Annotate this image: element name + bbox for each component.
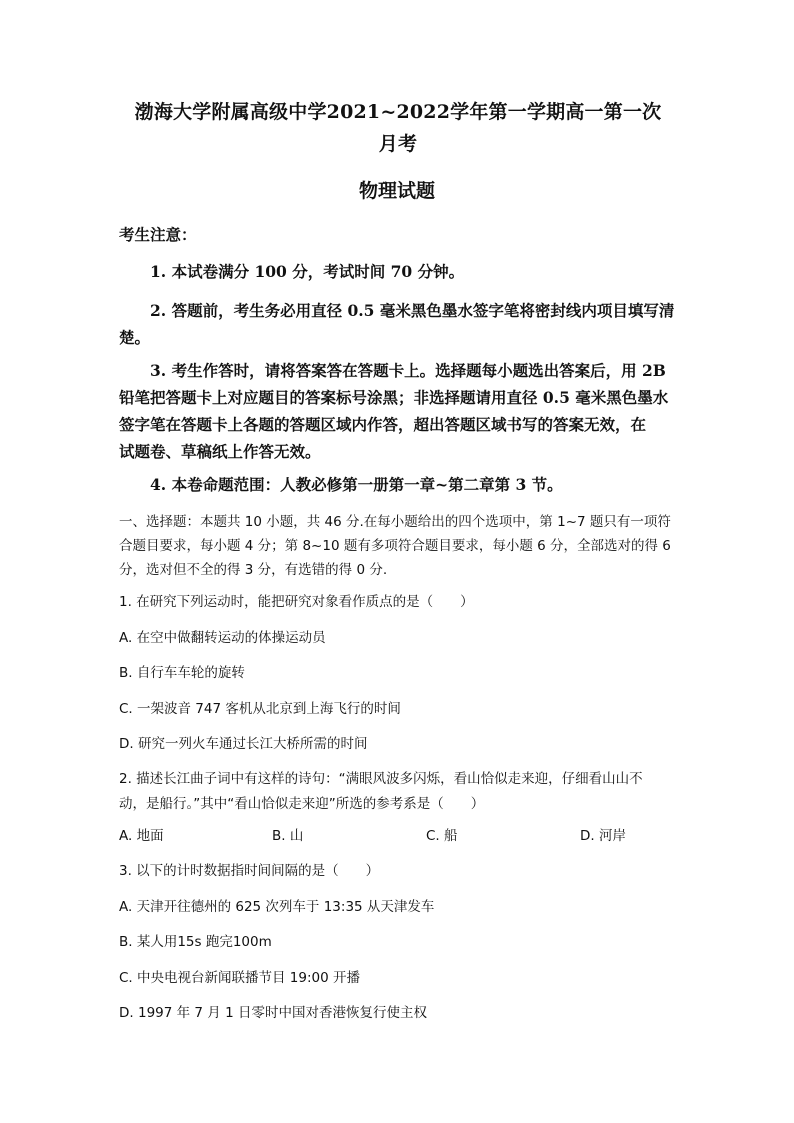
question-3-option-b: B. 某人用15s 跑完100m: [119, 934, 272, 950]
notice-item-4: 4. 本卷命题范围：人教必修第一册第一章~第二章第 3 节。: [150, 475, 563, 494]
notice-item-1: 1. 本试卷满分 100 分，考试时间 70 分钟。: [150, 262, 465, 281]
question-2-option-b: B. 山: [272, 828, 304, 844]
subject-title: 物理试题: [358, 180, 435, 202]
question-2-option-c: C. 船: [426, 828, 458, 844]
question-3-stem: 3. 以下的计时数据指时间间隔的是（ ）: [119, 863, 380, 879]
notice-item-2-line1: 2. 答题前，考生务必用直径 0.5 毫米黑色墨水签字笔将密封线内项目填写清: [150, 301, 675, 320]
question-3-option-d: D. 1997 年 7 月 1 日零时中国对香港恢复行使主权: [119, 1005, 427, 1021]
notice-item-3-line2: 铅笔把答题卡上对应题目的答案标号涂黑；非选择题请用直径 0.5 毫米黑色墨水: [119, 388, 669, 407]
question-2-option-a: A. 地面: [119, 828, 164, 844]
question-1-option-c: C. 一架波音 747 客机从北京到上海飞行的时间: [119, 701, 401, 717]
question-2-option-d: D. 河岸: [580, 828, 626, 844]
notice-heading: 考生注意：: [119, 225, 197, 244]
question-3-option-a: A. 天津开往德州的 625 次列车于 13:35 从天津发车: [119, 899, 435, 915]
section-1-instructions: [119, 510, 681, 582]
exam-title-line1: 渤海大学附属高级中学2021~2022学年第一学期高一第一次: [134, 101, 662, 123]
question-1-option-b: B. 自行车车轮的旋转: [119, 665, 245, 681]
notice-item-2-line2: 楚。: [119, 328, 151, 347]
exam-title-line2: 月考: [378, 133, 418, 155]
section-1-line2: 合题目要求，每小题 4 分；第 8~10 题有多项符合题目要求，每小题 6 分，全部选对的得 6: [119, 538, 671, 554]
question-3-option-c: C. 中央电视台新闻联播节目 19:00 开播: [119, 970, 360, 986]
notice-item-2: [119, 297, 679, 351]
question-2-stem-line1: 2. 描述长江曲子词中有这样的诗句：“满眼风波多闪烁，看山恰似走来迎，仔细看山山不: [119, 771, 643, 787]
notice-item-3-line4: 试题卷、草稿纸上作答无效。: [119, 442, 321, 461]
section-1-line1: 一、选择题：本题共 10 小题，共 46 分.在每小题给出的四个选项中，第 1~7 题只有一项符: [119, 514, 671, 530]
question-1-stem: 1. 在研究下列运动时，能把研究对象看作质点的是（ ）: [119, 594, 474, 610]
notice-item-3-line3: 签字笔在答题卡上各题的答题区域内作答，超出答题区域书写的答案无效，在: [119, 415, 647, 434]
section-1-line3: 分，选对但不全的得 3 分，有选错的得 0 分.: [119, 562, 388, 578]
question-1-option-a: A. 在空中做翻转运动的体操运动员: [119, 630, 326, 646]
notice-item-3-line1: 3. 考生作答时，请将答案答在答题卡上。选择题每小题选出答案后，用 2B: [150, 361, 666, 380]
question-1-option-d: D. 研究一列火车通过长江大桥所需的时间: [119, 736, 368, 752]
question-2-stem-line2: 动，是船行。”其中“看山恰似走来迎”所选的参考系是（ ）: [119, 796, 485, 812]
notice-item-3: [119, 357, 679, 465]
